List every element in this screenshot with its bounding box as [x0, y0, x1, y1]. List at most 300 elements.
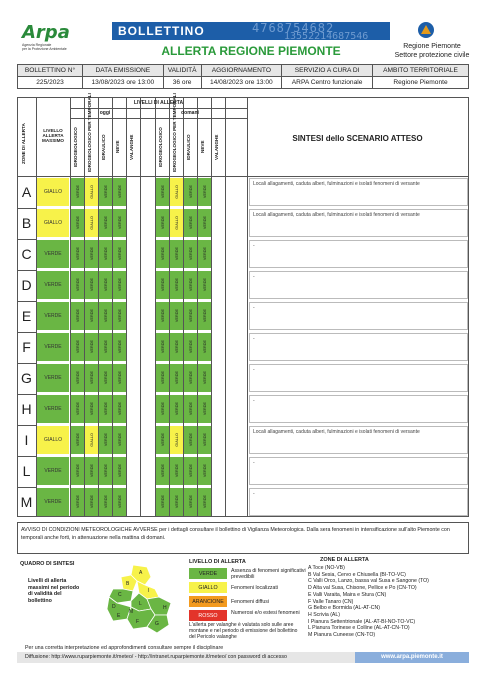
legend-giallo-desc: Fenomeni localizzati — [231, 585, 278, 591]
zone-letter: A — [21, 184, 32, 200]
domani-level-cell — [170, 426, 183, 454]
info-header: AMBITO TERRITORIALE — [372, 65, 468, 77]
max-level-cell: VERDE — [37, 395, 69, 423]
level-cell-text: VERDE — [117, 340, 122, 354]
zone-item: C Valli Orco, Lanzo, bassa val Susa e Sangone (TO) — [308, 578, 429, 585]
level-cell-text: GIALLO — [89, 433, 94, 447]
row-divider — [18, 394, 36, 395]
oggi-level-cell — [71, 240, 84, 268]
domani-level-cell — [212, 240, 225, 268]
zone-item: M Pianura Cuneese (CN-TO) — [308, 632, 376, 639]
level-cell-text: GIALLO — [174, 185, 179, 199]
oggi-level-cell — [99, 488, 112, 516]
domani-level-cell — [198, 364, 211, 392]
max-level-cell: VERDE — [37, 457, 69, 485]
oggi-level-cell — [127, 271, 140, 299]
level-cell-text: VERDE — [117, 185, 122, 199]
quadro-title: QUADRO DI SINTESI — [20, 561, 75, 567]
domani-level-cell — [156, 457, 169, 485]
domani-level-cell — [198, 240, 211, 268]
level-cell-text: VERDE — [103, 340, 108, 354]
level-cell-text: VERDE — [75, 371, 80, 385]
domani-level-cell — [212, 426, 225, 454]
oggi-level-cell — [127, 488, 140, 516]
oggi-level-cell — [71, 364, 84, 392]
domani-level-cell — [156, 209, 169, 237]
level-cell-text: VERDE — [174, 247, 179, 261]
map-label-f: F — [136, 619, 140, 625]
column-header: IDRAULICO — [101, 134, 106, 160]
domani-level-cell — [184, 209, 197, 237]
oggi-level-cell — [127, 302, 140, 330]
level-cell-text: VERDE — [202, 216, 207, 230]
domani-level-cell — [184, 302, 197, 330]
domani-level-cell — [198, 457, 211, 485]
domani-level-cell — [156, 178, 169, 206]
info-value: 36 ore — [163, 77, 201, 89]
oggi-level-cell — [113, 209, 126, 237]
domani-level-cell — [212, 395, 225, 423]
oggi-level-cell — [85, 364, 98, 392]
zone-item: H Scrivia (AL) — [308, 611, 340, 618]
level-cell-text: VERDE — [174, 495, 179, 509]
oggi-level-cell — [85, 302, 98, 330]
oggi-level-cell — [71, 178, 84, 206]
domani-level-cell — [170, 488, 183, 516]
max-level-cell: VERDE — [37, 364, 69, 392]
map-label-h: H — [163, 605, 167, 611]
domani-label: domani — [181, 110, 199, 116]
grid-column-line — [140, 98, 141, 516]
domani-level-cell — [184, 457, 197, 485]
oggi-level-cell — [99, 426, 112, 454]
region-line2: Settore protezione civile — [394, 52, 470, 59]
level-cell-text: VERDE — [160, 340, 165, 354]
max-level-cell: VERDE — [37, 488, 69, 516]
oggi-level-cell — [71, 333, 84, 361]
level-cell-text: GIALLO — [89, 216, 94, 230]
domani-level-cell — [212, 302, 225, 330]
level-cell-text: VERDE — [202, 371, 207, 385]
domani-level-cell — [212, 457, 225, 485]
oggi-level-cell — [127, 364, 140, 392]
oggi-level-cell — [71, 302, 84, 330]
region-line1: Regione Piemonte — [403, 43, 461, 50]
livelli-title: LIVELLI DI ALLERTA — [133, 100, 184, 106]
level-cell-text: VERDE — [202, 464, 207, 478]
oggi-level-cell — [113, 240, 126, 268]
domani-level-cell — [198, 426, 211, 454]
oggi-level-cell — [85, 240, 98, 268]
level-cell-text: VERDE — [202, 402, 207, 416]
domani-level-cell — [184, 395, 197, 423]
sintesi-title: SINTESI dello SCENARIO ATTESO — [292, 134, 423, 143]
level-cell-text: VERDE — [160, 247, 165, 261]
oggi-level-cell — [99, 271, 112, 299]
level-cell-text: VERDE — [89, 464, 94, 478]
scenario-description: Locali allagamenti, caduta alberi, fulminazioni e isolati fenomeni di versante — [249, 209, 468, 237]
domani-level-cell — [198, 395, 211, 423]
oggi-level-cell — [71, 209, 84, 237]
map-label-g: G — [155, 621, 159, 627]
level-cell-text: VERDE — [117, 278, 122, 292]
scenario-description: - — [249, 302, 468, 330]
zone-letter: F — [22, 339, 31, 355]
level-cell-text: VERDE — [103, 185, 108, 199]
legend-verde-desc: Assenza di fenomeni significativi prevedibili — [231, 568, 306, 580]
scenario-description: Locali allagamenti, caduta alberi, fulminazioni e isolati fenomeni di versante — [249, 426, 468, 454]
livelli-divider — [70, 108, 247, 109]
info-header: BOLLETTINO N° — [18, 65, 83, 77]
oggi-level-cell — [99, 333, 112, 361]
domani-level-cell — [170, 364, 183, 392]
level-cell-text: VERDE — [174, 464, 179, 478]
level-cell-text: VERDE — [117, 433, 122, 447]
level-cell-text: VERDE — [75, 495, 80, 509]
oggi-level-cell — [71, 426, 84, 454]
level-cell-text: VERDE — [103, 402, 108, 416]
oggi-level-cell — [99, 302, 112, 330]
oggi-level-cell — [113, 333, 126, 361]
valanghe-note: L'allerta per valanghe è valutata solo sulle aree montane e nel periodo di emissione del bollettino del Pericolo valanghe — [189, 622, 298, 640]
header-bottom-line — [18, 176, 468, 177]
oggi-domani-divider — [70, 118, 247, 119]
oggi-level-cell — [71, 457, 84, 485]
livello-header: LIVELLO ALLERTA MASSIMO — [42, 128, 64, 143]
zone-item: A Toce (NO-VB) — [308, 565, 345, 571]
zone-header: ZONE DI ALLERTA — [21, 123, 26, 165]
row-divider — [18, 487, 36, 488]
protezione-civile-icon — [418, 22, 434, 38]
domani-level-cell — [198, 178, 211, 206]
map-label-e: E — [117, 613, 121, 619]
oggi-level-cell — [127, 178, 140, 206]
scenario-description: - — [249, 395, 468, 423]
domani-level-cell — [170, 457, 183, 485]
domani-level-cell — [184, 364, 197, 392]
level-cell-text: VERDE — [174, 340, 179, 354]
arpa-logo — [22, 22, 88, 56]
row-divider — [18, 425, 36, 426]
level-cell-text: VERDE — [117, 309, 122, 323]
oggi-level-cell — [113, 364, 126, 392]
level-cell-text: VERDE — [103, 433, 108, 447]
map-label-b: B — [126, 581, 130, 587]
level-cell-text: VERDE — [188, 340, 193, 354]
level-cell-text: VERDE — [160, 433, 165, 447]
scenario-description: - — [249, 488, 468, 516]
row-divider — [18, 301, 36, 302]
column-header: NEVE — [200, 140, 205, 154]
level-cell-text: VERDE — [202, 278, 207, 292]
oggi-level-cell — [99, 178, 112, 206]
info-value: Regione Piemonte — [372, 77, 468, 89]
level-cell-text: VERDE — [160, 185, 165, 199]
domani-level-cell — [198, 488, 211, 516]
oggi-level-cell — [85, 395, 98, 423]
domani-level-cell — [198, 302, 211, 330]
column-header: IDRAULICO — [186, 134, 191, 160]
level-cell-text: VERDE — [188, 433, 193, 447]
level-cell-text: VERDE — [188, 247, 193, 261]
level-cell-text: VERDE — [117, 402, 122, 416]
oggi-level-cell — [85, 209, 98, 237]
level-cell-text: VERDE — [75, 309, 80, 323]
level-cell-text: VERDE — [202, 247, 207, 261]
legend-arancione-swatch: ARANCIONE — [189, 596, 227, 607]
bollettino-banner — [112, 22, 390, 40]
max-level-cell: VERDE — [37, 240, 69, 268]
oggi-level-cell — [127, 457, 140, 485]
max-level-cell: VERDE — [37, 302, 69, 330]
level-cell-text: VERDE — [174, 402, 179, 416]
oggi-level-cell — [99, 240, 112, 268]
level-cell-text: VERDE — [103, 216, 108, 230]
info-header: AGGIORNAMENTO — [201, 65, 282, 77]
max-level-cell: GIALLO — [37, 178, 69, 206]
domani-level-cell — [156, 426, 169, 454]
level-cell-text: VERDE — [188, 371, 193, 385]
domani-level-cell — [198, 209, 211, 237]
zone-item: F Valle Tanaro (CN) — [308, 598, 354, 605]
level-cell-text: VERDE — [75, 278, 80, 292]
domani-level-cell — [212, 178, 225, 206]
legend-verde-swatch: VERDE — [189, 568, 227, 579]
column-header: NEVE — [115, 140, 120, 154]
level-cell-text: VERDE — [89, 309, 94, 323]
scenario-description: - — [249, 240, 468, 268]
level-cell-text: VERDE — [89, 247, 94, 261]
logo-sub1: Agenzia Regionale — [22, 43, 52, 47]
footer-diffusione: Diffusione: http://www.ruparpiemonte.it/meteo/ - http://intranet.ruparpiemonte.it/meteo/ con password di accesso — [25, 654, 287, 660]
banner-digits-2: 13552214687546 — [284, 31, 369, 40]
max-level-cell: GIALLO — [37, 426, 69, 454]
zone-item: L Pianura Torinese e Colline (AL-AT-CN-TO) — [308, 625, 410, 632]
grid-column-line — [247, 98, 248, 516]
domani-level-cell — [184, 426, 197, 454]
level-cell-text: VERDE — [160, 309, 165, 323]
legend-title: LIVELLO DI ALLERTA — [189, 559, 246, 565]
level-cell-text: VERDE — [103, 464, 108, 478]
oggi-level-cell — [127, 240, 140, 268]
oggi-level-cell — [113, 457, 126, 485]
oggi-level-cell — [127, 333, 140, 361]
zone-letter: E — [21, 308, 32, 324]
domani-level-cell — [156, 240, 169, 268]
zone-letter: G — [21, 370, 32, 386]
domani-level-cell — [170, 240, 183, 268]
zone-letter: H — [21, 401, 32, 417]
row-divider — [18, 270, 36, 271]
quadro-subtitle: Livelli di allerta massimi nel periodo di validità del bollettino — [28, 578, 80, 604]
zone-item: G Belbo e Bormida (AL-AT-CN) — [308, 605, 380, 612]
oggi-level-cell — [113, 178, 126, 206]
oggi-level-cell — [127, 426, 140, 454]
oggi-level-cell — [85, 333, 98, 361]
footer-disciplinare: Per una corretta interpretazione ed approfondimenti consultare sempre il disciplinare — [25, 645, 224, 651]
scenario-description: - — [249, 364, 468, 392]
level-cell-text: VERDE — [89, 402, 94, 416]
domani-level-cell — [156, 488, 169, 516]
alert-grid — [17, 93, 469, 517]
level-cell-text: VERDE — [160, 464, 165, 478]
level-cell-text: VERDE — [202, 340, 207, 354]
level-cell-text: VERDE — [75, 464, 80, 478]
level-cell-text: VERDE — [160, 216, 165, 230]
arpa-website-link[interactable]: www.arpa.piemonte.it — [355, 652, 469, 663]
row-divider — [18, 456, 36, 457]
oggi-level-cell — [127, 209, 140, 237]
level-cell-text: VERDE — [103, 278, 108, 292]
oggi-level-cell — [99, 395, 112, 423]
scenario-description: - — [249, 271, 468, 299]
domani-level-cell — [170, 333, 183, 361]
level-cell-text: VERDE — [103, 247, 108, 261]
domani-level-cell — [212, 364, 225, 392]
zone-letter: L — [22, 463, 31, 479]
level-cell-text: VERDE — [160, 278, 165, 292]
max-level-cell: GIALLO — [37, 209, 69, 237]
scenario-description: Locali allagamenti, caduta alberi, fulminazioni e isolati fenomeni di versante — [249, 178, 468, 206]
domani-level-cell — [212, 333, 225, 361]
level-cell-text: VERDE — [202, 433, 207, 447]
level-cell-text: VERDE — [117, 247, 122, 261]
row-divider — [18, 208, 36, 209]
piemonte-map — [103, 563, 181, 641]
domani-level-cell — [198, 333, 211, 361]
zone-letter: D — [21, 277, 32, 293]
oggi-label: oggi — [99, 110, 111, 116]
level-cell-text: VERDE — [75, 433, 80, 447]
info-value: 225/2023 — [18, 77, 83, 89]
domani-level-cell — [170, 271, 183, 299]
avviso-text: AVVISO DI CONDIZIONI METEOROLOGICHE AVVERSE per i dettagli consultare il bollettino di Vigilanza Meteorologica. Dalla sera fenomeni in intensificazione sull'alto Piemonte con temporali anche forti, in attenuazione nella mattina di domani. — [17, 522, 469, 554]
grid-column-line — [225, 98, 226, 516]
level-cell-text: VERDE — [89, 278, 94, 292]
zone-item: B Val Sesia, Cervo e Chiusella (BI-TO-VC) — [308, 571, 406, 578]
level-cell-text: VERDE — [188, 185, 193, 199]
info-header: DATA EMISSIONE — [82, 65, 163, 77]
info-value: ARPA Centro funzionale — [282, 77, 373, 89]
level-cell-text: VERDE — [103, 495, 108, 509]
level-cell-text: VERDE — [188, 216, 193, 230]
level-cell-text: VERDE — [188, 464, 193, 478]
zone-letter: M — [20, 494, 33, 510]
map-label-i: I — [148, 588, 150, 594]
column-header: IDROGEOLOGICO PER TEMPORALI — [87, 93, 92, 172]
info-table — [17, 64, 469, 89]
zones-list — [308, 565, 473, 639]
level-cell-text: VERDE — [160, 371, 165, 385]
zone-letter: I — [24, 432, 29, 448]
map-label-c: C — [118, 592, 122, 598]
domani-level-cell — [198, 271, 211, 299]
info-value: 13/08/2023 ore 13:00 — [82, 77, 163, 89]
level-cell-text: VERDE — [117, 464, 122, 478]
domani-level-cell — [212, 209, 225, 237]
level-cell-text: VERDE — [202, 309, 207, 323]
domani-level-cell — [170, 209, 183, 237]
scenario-description: - — [249, 333, 468, 361]
column-header: IDROGEOLOGICO — [158, 127, 163, 167]
row-divider — [18, 332, 36, 333]
region-label — [382, 42, 482, 60]
domani-level-cell — [170, 178, 183, 206]
level-cell-text: VERDE — [174, 371, 179, 385]
map-label-a: A — [139, 570, 143, 576]
zone-letter: C — [21, 246, 32, 262]
level-cell-text: VERDE — [89, 340, 94, 354]
oggi-level-cell — [127, 395, 140, 423]
row-divider — [18, 239, 36, 240]
level-cell-text: VERDE — [117, 371, 122, 385]
level-cell-text: VERDE — [188, 309, 193, 323]
oggi-level-cell — [113, 426, 126, 454]
level-cell-text: VERDE — [160, 402, 165, 416]
domani-level-cell — [170, 395, 183, 423]
logo-text: Arpa — [22, 22, 70, 43]
oggi-level-cell — [85, 178, 98, 206]
level-cell-text: VERDE — [188, 495, 193, 509]
oggi-level-cell — [85, 426, 98, 454]
level-cell-text: GIALLO — [89, 185, 94, 199]
oggi-level-cell — [85, 488, 98, 516]
level-cell-text: VERDE — [202, 495, 207, 509]
level-cell-text: VERDE — [89, 495, 94, 509]
column-header: VALANGHE — [129, 134, 134, 160]
logo-sub2: per la Protezione Ambientale — [22, 47, 67, 51]
domani-level-cell — [184, 178, 197, 206]
legend-giallo-swatch: GIALLO — [189, 582, 227, 593]
domani-level-cell — [156, 271, 169, 299]
column-header: IDROGEOLOGICO PER TEMPORALI — [172, 93, 177, 172]
map-label-d: D — [112, 604, 116, 610]
oggi-level-cell — [85, 271, 98, 299]
zone-item: I Pianura Settentrionale (AL-AT-BI-NO-TO-VC) — [308, 618, 416, 625]
level-cell-text: VERDE — [75, 216, 80, 230]
legend-rosso-desc: Numerosi e/o estesi fenomeni — [231, 610, 300, 616]
info-header: VALIDITÀ — [163, 65, 201, 77]
domani-level-cell — [212, 271, 225, 299]
level-cell-text: VERDE — [75, 340, 80, 354]
oggi-level-cell — [99, 457, 112, 485]
oggi-level-cell — [113, 488, 126, 516]
column-header: VALANGHE — [214, 134, 219, 160]
domani-level-cell — [212, 488, 225, 516]
zones-title: ZONE DI ALLERTA — [320, 557, 369, 563]
legend-rosso-swatch: ROSSO — [189, 610, 227, 621]
level-cell-text: VERDE — [103, 371, 108, 385]
level-cell-text: VERDE — [202, 185, 207, 199]
level-cell-text: VERDE — [160, 495, 165, 509]
level-cell-text: VERDE — [75, 247, 80, 261]
level-cell-text: VERDE — [117, 495, 122, 509]
level-cell-text: GIALLO — [174, 433, 179, 447]
level-cell-text: VERDE — [188, 278, 193, 292]
banner-title: BOLLETTINO — [118, 24, 205, 38]
domani-level-cell — [184, 240, 197, 268]
map-label-m: M — [129, 609, 134, 615]
level-cell-text: GIALLO — [174, 216, 179, 230]
domani-level-cell — [156, 364, 169, 392]
zone-letter: B — [21, 215, 32, 231]
oggi-level-cell — [113, 302, 126, 330]
domani-level-cell — [184, 333, 197, 361]
column-header: IDROGEOLOGICO — [73, 127, 78, 167]
info-header: SERVIZIO A CURA DI — [282, 65, 373, 77]
level-cell-text: VERDE — [117, 216, 122, 230]
level-cell-text: VERDE — [75, 402, 80, 416]
